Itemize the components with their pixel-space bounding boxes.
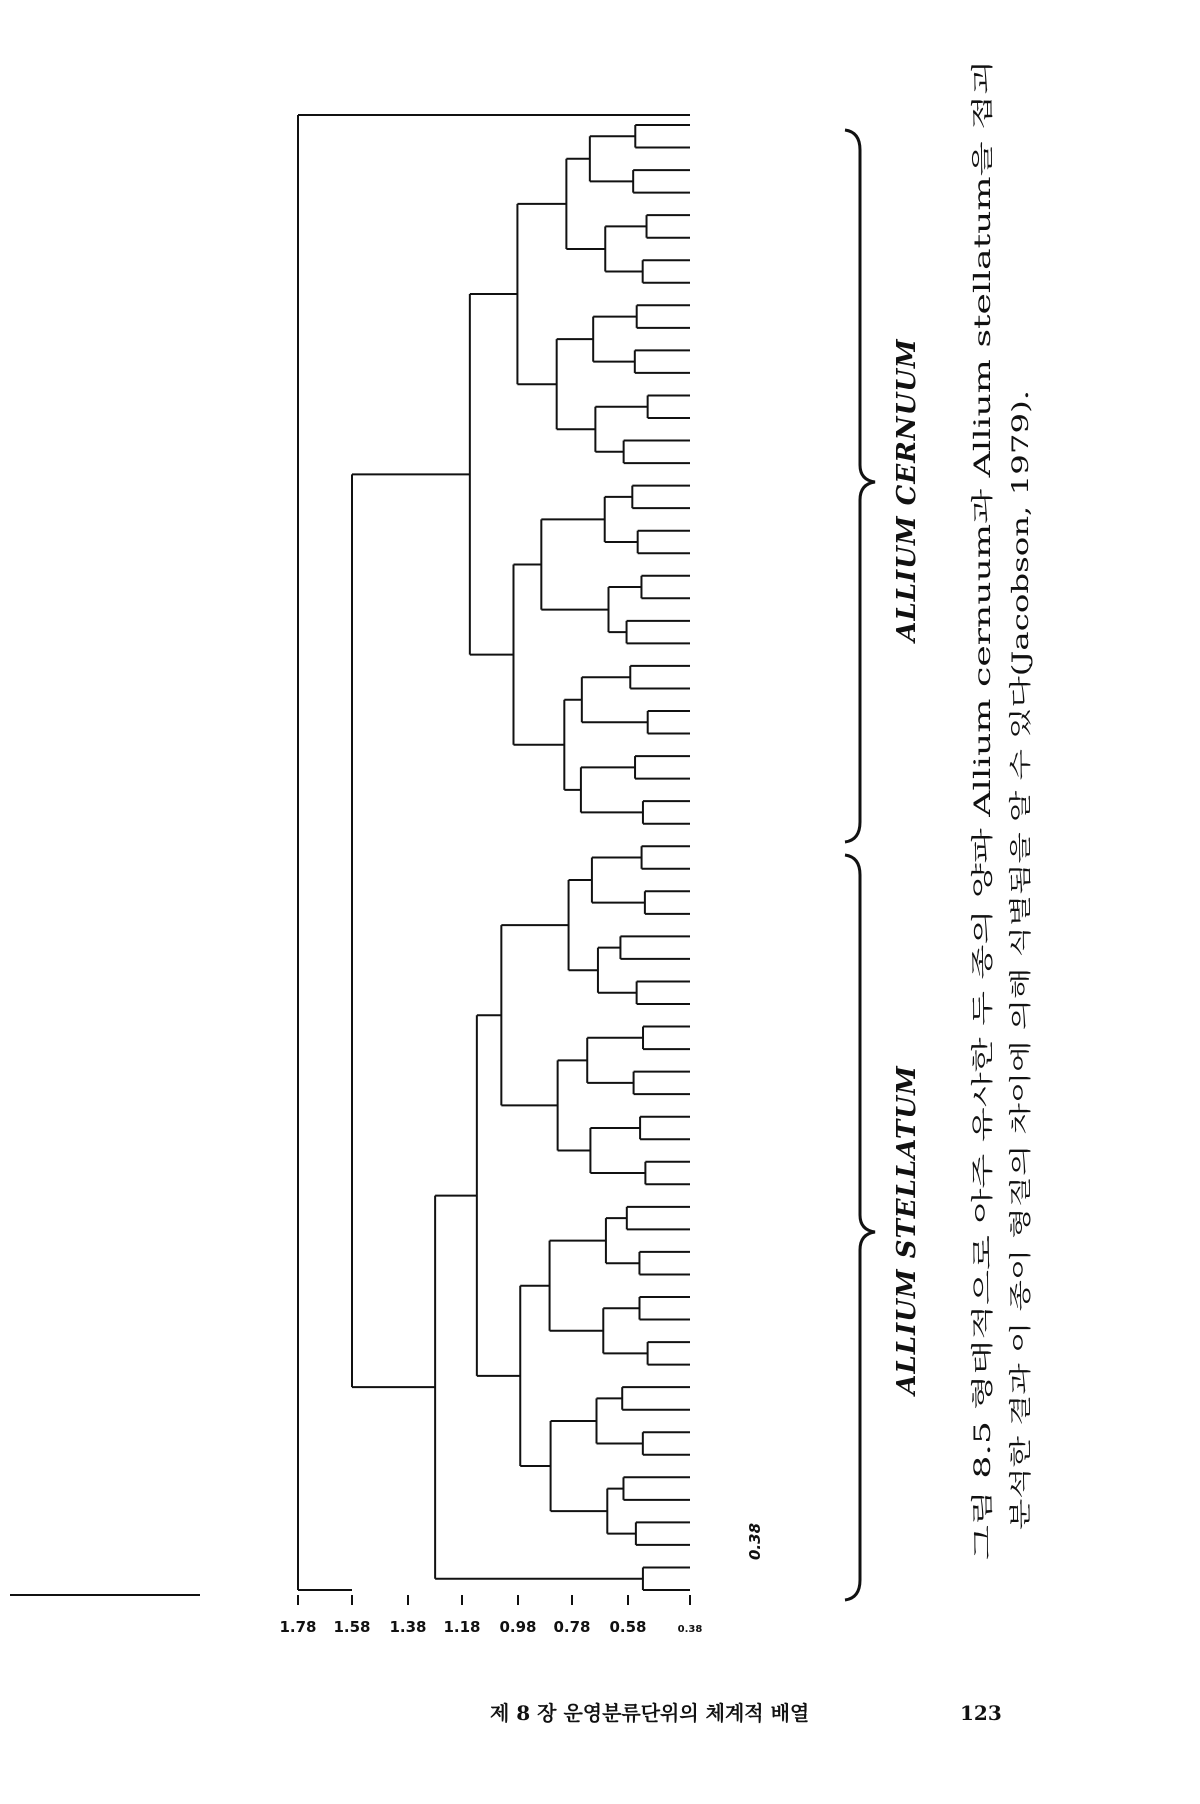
clade-label-stellatum: ALLIUM STELLATUM [892,1065,922,1395]
stellatum-brace [845,855,875,1600]
axis-tick-label: 1.18 [443,1618,481,1636]
page-number: 123 [960,1701,1002,1725]
clade-label-cernuum: ALLIUM CERNUUM [892,338,922,642]
axis-tick-label: 0.38 [677,1624,703,1635]
cernuum-brace [845,130,875,842]
inner-annotation: 0.38 [746,1522,764,1560]
dendrogram-tree [298,115,690,1590]
figure-caption-line2: 분석한 결과 이 종이 형질의 차이에 의해 식별됨을 알 수 있다(Jacobson, 1979). [1009,755,1034,1530]
chapter-running-head: 제 8 장 운영분류단위의 체계적 배열 [490,1701,810,1725]
axis-tick-label: 1.38 [389,1618,427,1636]
axis-tick-label: 0.58 [609,1618,647,1636]
axis-tick-label: 1.58 [333,1618,371,1636]
axis-tick-labels [279,1618,702,1636]
axis-tick-label: 1.78 [279,1618,317,1636]
axis-tick-label: 0.78 [553,1618,591,1636]
figure-caption-line1: 그림 8.5 형태적으로 아주 유사한 두 종의 양파 Allium cernuum과 Allium stellatum을 접괴 [971,647,996,1560]
distance-axis-ticks [298,1595,690,1605]
axis-tick-label: 0.98 [499,1618,537,1636]
